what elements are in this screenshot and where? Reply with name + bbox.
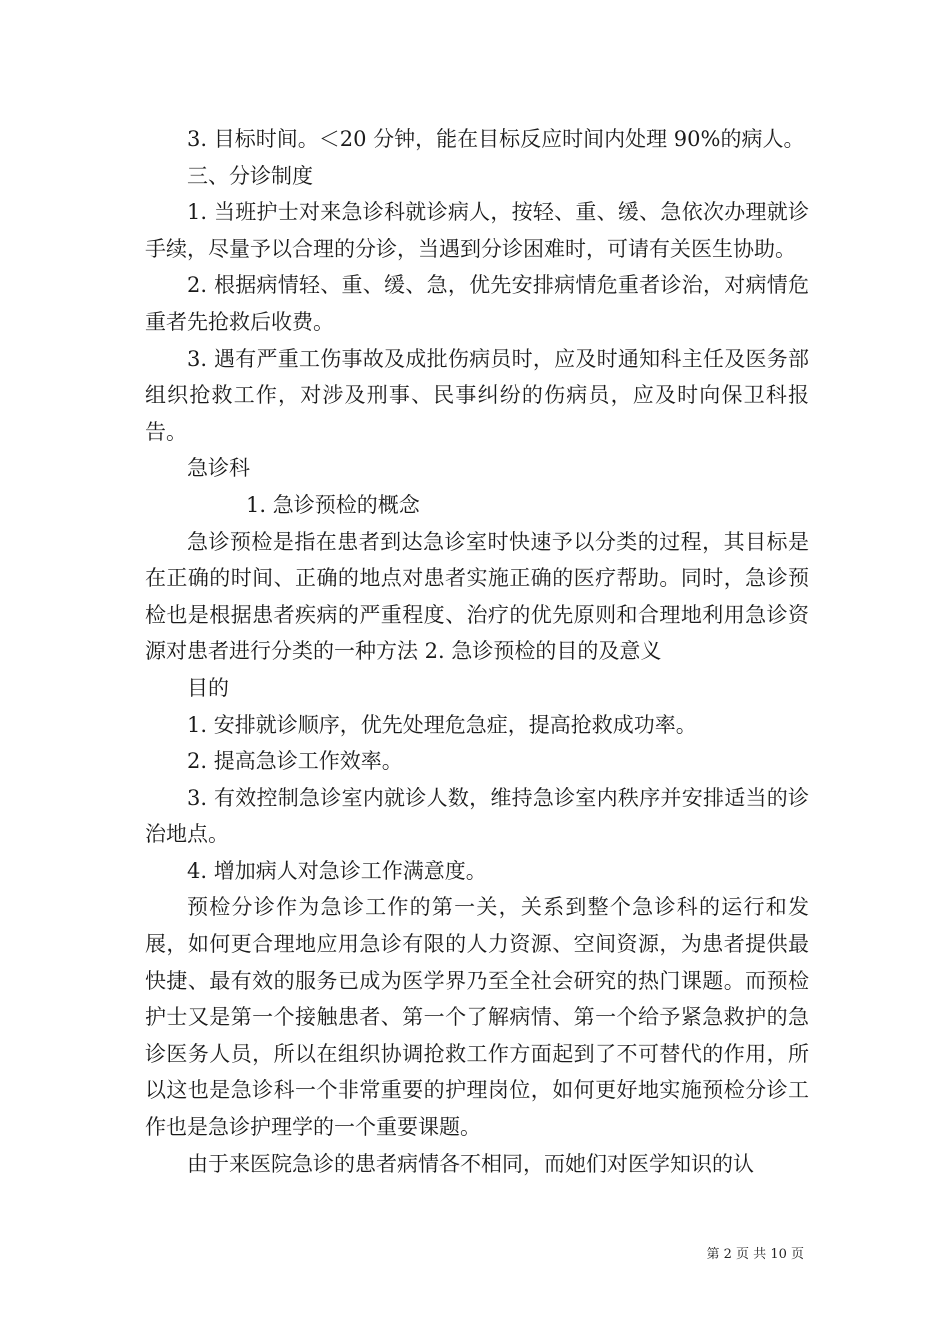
paragraph-triage-definition: 急诊预检是指在患者到达急诊室时快速予以分类的过程，其目标是在正确的时间、正确的地点对患者实施正确的医疗帮助。同时，急诊预检也是根据患者疾病的严重程度、治疗的优先原则和合理地利用急诊资源对患者进行分类的一种方法 2. 急诊预检的目的及意义 <box>145 529 809 664</box>
paragraph-purpose-4: 4. 增加病人对急诊工作满意度。 <box>187 858 487 883</box>
section-heading-triage-system: 三、分诊制度 <box>187 163 313 188</box>
paragraph-continued: 由于来医院急诊的患者病情各不相同，而她们对医学知识的认 <box>187 1151 754 1176</box>
paragraph-rule-1: 1. 当班护士对来急诊科就诊病人，按轻、重、缓、急依次办理就诊手续，尽量予以合理的分诊，当遇到分诊困难时，可请有关医生协助。 <box>145 200 809 261</box>
paragraph-purpose-1: 1. 安排就诊顺序，优先处理危急症，提高抢救成功率。 <box>187 712 697 737</box>
paragraph-purpose-3: 3. 有效控制急诊室内就诊人数，维持急诊室内秩序并安排适当的诊治地点。 <box>145 785 809 847</box>
paragraph-rule-3: 3. 遇有严重工伤事故及成批伤病员时，应及时通知科主任及医务部组织抢救工作，对涉及刑事、民事纠纷的伤病员，应及时向保卫科报告。 <box>145 346 809 444</box>
paragraph-target-time: 3. 目标时间。＜20 分钟，能在目标反应时间内处理 90%的病人。 <box>187 127 805 151</box>
heading-triage-concept: 1. 急诊预检的概念 <box>246 492 420 517</box>
heading-purpose: 目的 <box>187 675 229 700</box>
paragraph-purpose-2: 2. 提高急诊工作效率。 <box>187 749 403 774</box>
page-footer: 第 2 页 共 10 页 <box>706 1247 804 1262</box>
paragraph-rule-2: 2. 根据病情轻、重、缓、急，优先安排病情危重者诊治，对病情危重者先抢救后收费。 <box>145 273 809 334</box>
paragraph-triage-importance: 预检分诊作为急诊工作的第一关，关系到整个急诊科的运行和发展，如何更合理地应用急诊有限的人力资源、空间资源，为患者提供最快捷、最有效的服务已成为医学界乃至全社会研究的热门课题。而预检护士又是第一个接触患者、第一个了解病情、第一个给予紧急救护的急诊医务人员，所以在组织协调抢救工作方面起到了不可替代的作用，所以这也是急诊科一个非常重要的护理岗位，如何更好地实施预检分诊工作也是急诊护理学的一个重要课题。 <box>145 895 809 1140</box>
heading-emergency-dept: 急诊科 <box>187 456 250 481</box>
body-text <box>145 121 809 1182</box>
